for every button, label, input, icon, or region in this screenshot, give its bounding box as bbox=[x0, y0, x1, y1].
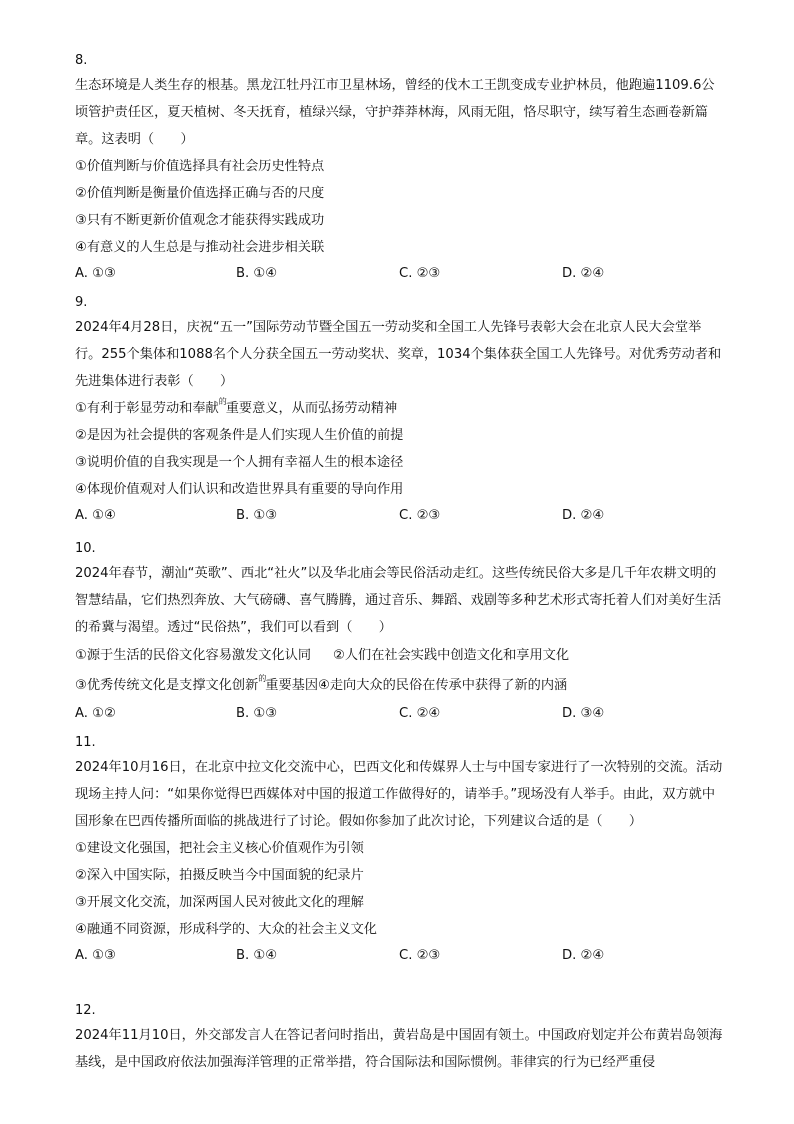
choice-d[interactable]: D. ②④ bbox=[562, 266, 605, 281]
question-number: 10. bbox=[75, 541, 96, 556]
answer-choices bbox=[75, 943, 725, 969]
question-number: 12. bbox=[75, 1003, 96, 1018]
question-stem: 2024年4月28日，庆祝“五一”国际劳动节暨全国五一劳动奖和全国工人先锋号表彰大会在北京人民大会堂举行。255个集体和1088名个人分获全国五一劳动奖状、奖章，1034个集体获全国工人先锋号。对优秀劳动者和先进集体进行表彰（ ） bbox=[75, 320, 722, 389]
choice-a[interactable]: A. ①③ bbox=[75, 948, 116, 963]
choice-d[interactable]: D. ②④ bbox=[562, 508, 605, 523]
choice-b[interactable]: B. ①③ bbox=[236, 508, 278, 523]
choice-d[interactable]: D. ②④ bbox=[562, 948, 605, 963]
answer-choices bbox=[75, 701, 725, 727]
statement-4: ④体现价值观对人们认识和改造世界具有重要的导向作用 bbox=[75, 482, 404, 497]
choice-c[interactable]: C. ②③ bbox=[399, 948, 441, 963]
answer-choices bbox=[75, 503, 725, 529]
choice-b[interactable]: B. ①③ bbox=[236, 706, 278, 721]
choice-c[interactable]: C. ②③ bbox=[399, 508, 441, 523]
question-number: 11. bbox=[75, 735, 96, 750]
choice-a[interactable]: A. ①④ bbox=[75, 508, 116, 523]
statement-4: ④融通不同资源，形成科学的、大众的社会主义文化 bbox=[75, 922, 377, 937]
statement-2: ②价值判断是衡量价值选择正确与否的尺度 bbox=[75, 186, 325, 201]
question-number: 8. bbox=[75, 53, 88, 68]
statements-row-1 bbox=[75, 641, 725, 671]
choice-c[interactable]: C. ②③ bbox=[399, 266, 441, 281]
statement-text: 重要意义，从而弘扬劳动精神 bbox=[225, 401, 398, 416]
question-8 bbox=[75, 50, 725, 287]
statement-3: ③说明价值的自我实现是一个人拥有幸福人生的根本途径 bbox=[75, 455, 404, 470]
statement-1: ①建设文化强国，把社会主义核心价值观作为引领 bbox=[75, 841, 364, 856]
statements-row-2 bbox=[75, 671, 725, 701]
question-stem: 2024年春节，潮汕“英歌”、西北“社火”以及华北庙会等民俗活动走红。这些传统民俗大多是几千年农耕文明的智慧结晶，它们热烈奔放、大气磅礴、喜气腾腾，通过音乐、舞蹈、戏剧等多种艺术形式寄托着人们对美好生活的希冀与渴望。透过“民俗热”，我们可以看到（ ） bbox=[75, 566, 722, 635]
statement-text: ①有利于彰显劳动和奉献 bbox=[75, 401, 219, 416]
statement-3: ③只有不断更新价值观念才能获得实践成功 bbox=[75, 213, 325, 228]
statement-2: ②人们在社会实践中创造文化和享用文化 bbox=[333, 648, 570, 663]
choice-a[interactable]: A. ①② bbox=[75, 706, 116, 721]
statement-3: ③开展文化交流，加深两国人民对彼此文化的理解 bbox=[75, 895, 364, 910]
question-12 bbox=[75, 1000, 725, 1076]
choice-a[interactable]: A. ①③ bbox=[75, 266, 116, 281]
question-stem: 2024年10月16日，在北京中拉文化交流中心，巴西文化和传媒界人士与中国专家进行了一次特别的交流。活动现场主持人问：“如果你觉得巴西媒体对中国的报道工作做得好的，请举手。”现场没有人举手。由此，双方就中国形象在巴西传播所面临的挑战进行了讨论。假如你参加了此次讨论，下列建议合适的是（ ） bbox=[75, 760, 723, 829]
question-9 bbox=[75, 292, 725, 529]
superscript-char: 的 bbox=[258, 674, 266, 683]
question-11 bbox=[75, 732, 725, 969]
choice-c[interactable]: C. ②④ bbox=[399, 706, 441, 721]
statement-3-text: 重要基因 bbox=[265, 678, 319, 693]
statement-3-text: ③优秀传统文化是支撑文化创新 bbox=[75, 678, 259, 693]
statement-4: ④有意义的人生总是与推动社会进步相关联 bbox=[75, 240, 325, 255]
question-stem: 生态环境是人类生存的根基。黑龙江牡丹江市卫星林场，曾经的伐木工王凯变成专业护林员，他跑遍1109.6公顷管护责任区，夏天植树、冬天抚育，植绿兴绿，守护莽莽林海，风雨无阻，恪尽职守，续写着生态画卷新篇章。这表明（ ） bbox=[75, 78, 715, 147]
question-10 bbox=[75, 538, 725, 727]
statement-1: ①源于生活的民俗文化容易激发文化认同 bbox=[75, 648, 312, 663]
statement-2: ②深入中国实际，拍摄反映当今中国面貌的纪录片 bbox=[75, 868, 364, 883]
statement-1: ①价值判断与价值选择具有社会历史性特点 bbox=[75, 159, 325, 174]
choice-d[interactable]: D. ③④ bbox=[562, 706, 605, 721]
superscript-char: 的 bbox=[218, 397, 226, 406]
statement-1 bbox=[75, 395, 725, 422]
choice-b[interactable]: B. ①④ bbox=[236, 266, 278, 281]
answer-choices bbox=[75, 261, 725, 287]
question-stem: 2024年11月10日，外交部发言人在答记者问时指出，黄岩岛是中国固有领土。中国政府划定并公布黄岩岛领海基线，是中国政府依法加强海洋管理的正常举措，符合国际法和国际惯例。菲律宾的行为已经严重侵 bbox=[75, 1028, 723, 1070]
statement-4: ④走向大众的民俗在传承中获得了新的内涵 bbox=[318, 678, 568, 693]
choice-b[interactable]: B. ①④ bbox=[236, 948, 278, 963]
statement-2: ②是因为社会提供的客观条件是人们实现人生价值的前提 bbox=[75, 428, 404, 443]
question-number: 9. bbox=[75, 295, 88, 310]
